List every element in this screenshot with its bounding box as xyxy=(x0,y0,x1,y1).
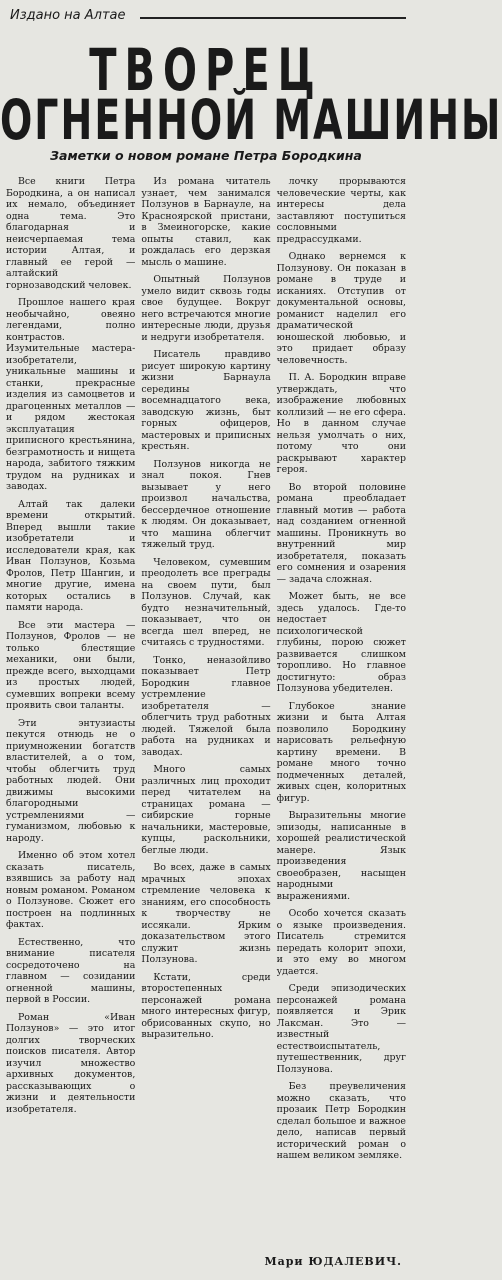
article-paragraph: Из романа читатель узнает, чем занимался Ползунов в Барнауле, на Красноярской пристани, в Змеиногорске, какие опыты ставил, как рождалась его дерзкая мысль о машине. xyxy=(141,176,271,268)
article-paragraph: Во второй половине романа преобладает главный мотив — работа над созданием огненной машины. Проникнуть во внутренний мир изобретателя, показать его сомнения и озарения — задача сложная. xyxy=(276,481,406,585)
article-paragraph: Писатель правдиво рисует широкую картину жизни Барнаула середины восемнадцатого века, заводскую жизнь, быт горных офицеров, мастеровых и приписных крестьян. xyxy=(141,349,271,452)
article-paragraph: Все книги Петра Бородкина, а он написал их немало, объединяет одна тема. Это благодарная и неисчерпаемая тема истории Алтая, и главный ее герой — алтайский горнозаводский человек. xyxy=(6,176,136,291)
article-paragraph: Именно об этом хотел сказать писатель, взявшись за работу над новым романом. Романом о Ползунове. Сюжет его построен на подлинных фактах. xyxy=(6,850,136,930)
text-column-1 xyxy=(6,176,135,1248)
article-paragraph: Может быть, не все здесь удалось. Где-то недостает психологической глубины, порою сюжет развивается слишком торопливо. Но главное достигнуто: образ Ползунова убедителен. xyxy=(276,591,406,694)
article-paragraph: Много самых различных лиц проходит перед читателем на страницах романа — сибирские горные начальники, мастеровые, купцы, раскольники, беглые люди. xyxy=(141,764,271,856)
article-subtitle: Заметки о новом романе Петра Бородкина xyxy=(50,148,362,163)
article-paragraph: П. А. Бородкин вправе утверждать, что изображение любовных коллизий — не его сфера. Но в данном случае нельзя умолчать о них, потому что они раскрывают характер героя. xyxy=(276,372,406,475)
rubric-rule xyxy=(140,17,406,19)
article-paragraph: Все эти мастера — Ползунов, Фролов — не только блестящие механики, они были, прежде всего, выходцами из простых людей, сумевших вопреки всему проявить свои таланты. xyxy=(6,619,136,711)
article-paragraph: Естественно, что внимание писателя сосредоточено на главном — созидании огненной машины, первой в России. xyxy=(6,936,136,1005)
article-paragraph: Ползунов никогда не знал покоя. Гнев вызывает у него произвол начальства, бессердечное отношение к людям. Он доказывает, что машина облегчит тяжелый труд. xyxy=(141,458,271,550)
article-paragraph: Среди эпизодических персонажей романа появляется и Эрик Лаксман. Это — известный естествоиспытатель, путешественник, друг Ползунова. xyxy=(276,983,406,1075)
article-paragraph: Во всех, даже в самых мрачных эпохах стремление человека к знаниям, его способность к творчеству не иссякали. Ярким доказательством этого служит жизнь Ползунова. xyxy=(141,862,271,965)
article-paragraph: Эти энтузиасты пекутся отнюдь не о приумножении богатств властителей, а о том, чтобы облегчить труд работных людей. Они движимы высокими благородными устремлениями — гуманизмом, любовью к народу. xyxy=(6,717,136,844)
article-paragraph: лочку прорываются человеческие черты, как интересы дела заставляют поступиться сословными предрассудками. xyxy=(276,176,406,245)
article-paragraph: Опытный Ползунов умело видит сквозь годы свое будущее. Вокруг него встречаются многие интересные люди, друзья и недруги изобретателя. xyxy=(141,274,271,343)
article-paragraph: Выразительны многие эпизоды, написанные в хорошей реалистической манере. Язык произведения своеобразен, насыщен народными выражениями. xyxy=(276,810,406,902)
article-paragraph: Тонко, неназойливо показывает Петр Бородкин главное устремление изобретателя — облегчить труд работных людей. Тяжелой была работа на рудниках и заводах. xyxy=(141,654,271,758)
article-paragraph: Однако вернемся к Ползунову. Он показан в романе в труде и исканиях. Отступив от документальной основы, романист наделил его драматической юношеской любовью, и это придает образу человечность. xyxy=(276,251,406,366)
article-paragraph: Глубокое знание жизни и быта Алтая позволило Бородкину нарисовать рельефную картину времени. В романе много точно подмеченных деталей, живых сцен, колоритных фигур. xyxy=(276,700,406,804)
article-paragraph: Роман «Иван Ползунов» — это итог долгих творческих поисков писателя. Автор изучил множество архивных документов, рассказывающих о жизни и деятельности изобретателя. xyxy=(6,1011,136,1115)
text-column-2 xyxy=(141,176,270,1248)
headline-line-2: ОГНЕННОЙ МАШИНЫ xyxy=(0,88,502,152)
rubric-label: Издано на Алтае xyxy=(10,8,126,23)
author-signature: Мари ЮДАЛЕВИЧ. xyxy=(264,1255,402,1268)
article-paragraph: Алтай так далеки времени открытий. Вперед вышли такие изобретатели и исследователи края, как Иван Ползунов, Козьма Фролов, Петр Шангин, и многие другие, имена которых остались в памяти народа. xyxy=(6,498,136,613)
article-paragraph: Человеком, сумевшим преодолеть все преграды на своем пути, был Ползунов. Случай, как будто незначительный, показывает, что он всегда шел вперед, не считаясь с трудностями. xyxy=(141,556,271,648)
article-paragraph: Без преувеличения можно сказать, что прозаик Петр Бородкин сделал большое и важное дело, написав первый исторический роман о нашем великом земляке. xyxy=(276,1081,406,1161)
article-paragraph: Особо хочется сказать о языке произведения. Писатель стремится передать колорит эпохи, и это ему во многом удается. xyxy=(276,908,406,977)
article-paragraph: Кстати, среди второстепенных персонажей романа много интересных фигур, обрисованных скупо, но выразительно. xyxy=(141,971,271,1040)
headline-line-1: ТВОРЕЦ xyxy=(89,38,323,105)
text-column-3 xyxy=(277,176,406,1248)
article-body xyxy=(6,176,406,1248)
article-paragraph: Прошлое нашего края необычайно, овеяно легендами, полно контрастов. Изумительные мастера-изобретатели, уникальные машины и станки, прекрасные изделия из самоцветов и драгоценных металлов — и рядом жестокая эксплуатация приписного крестьянина, безграмотность и нищета народа, забитого тяжким трудом на рудниках и заводах. xyxy=(6,297,136,492)
